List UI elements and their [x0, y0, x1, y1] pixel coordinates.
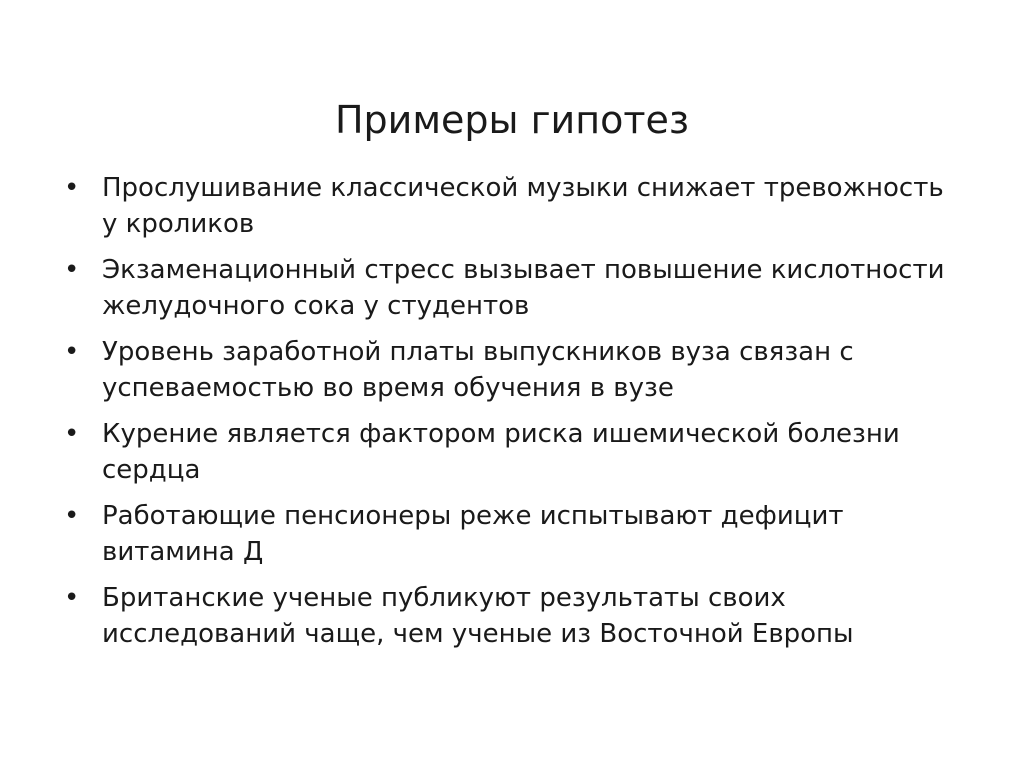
list-item [64, 498, 964, 570]
bullet-icon: • [64, 501, 80, 531]
list-item-text: Курение является фактором риска ишемической болезни сердца [102, 419, 900, 485]
slide-title: Примеры гипотез [334, 98, 690, 142]
list-item [64, 170, 964, 242]
list-item [64, 580, 964, 652]
list-item [64, 416, 964, 488]
list-item [64, 252, 964, 324]
bullet-icon: • [64, 173, 80, 203]
list-item-text: Экзаменационный стресс вызывает повышение кислотности желудочного сока у студентов [102, 255, 945, 321]
bullet-icon: • [64, 337, 80, 367]
list-item-text: Прослушивание классической музыки снижает тревожность у кроликов [102, 173, 944, 239]
list-item [64, 334, 964, 406]
hypotheses-list [64, 170, 964, 662]
list-item-text: Уровень заработной платы выпускников вуза связан с успеваемостью во время обучения в вузе [102, 337, 854, 403]
list-item-text: Работающие пенсионеры реже испытывают дефицит витамина Д [102, 501, 844, 567]
list-item-text: Британские ученые публикуют результаты своих исследований чаще, чем ученые из Восточной Европы [102, 583, 854, 649]
bullet-icon: • [64, 419, 80, 449]
bullet-icon: • [64, 583, 80, 613]
bullet-icon: • [64, 255, 80, 285]
